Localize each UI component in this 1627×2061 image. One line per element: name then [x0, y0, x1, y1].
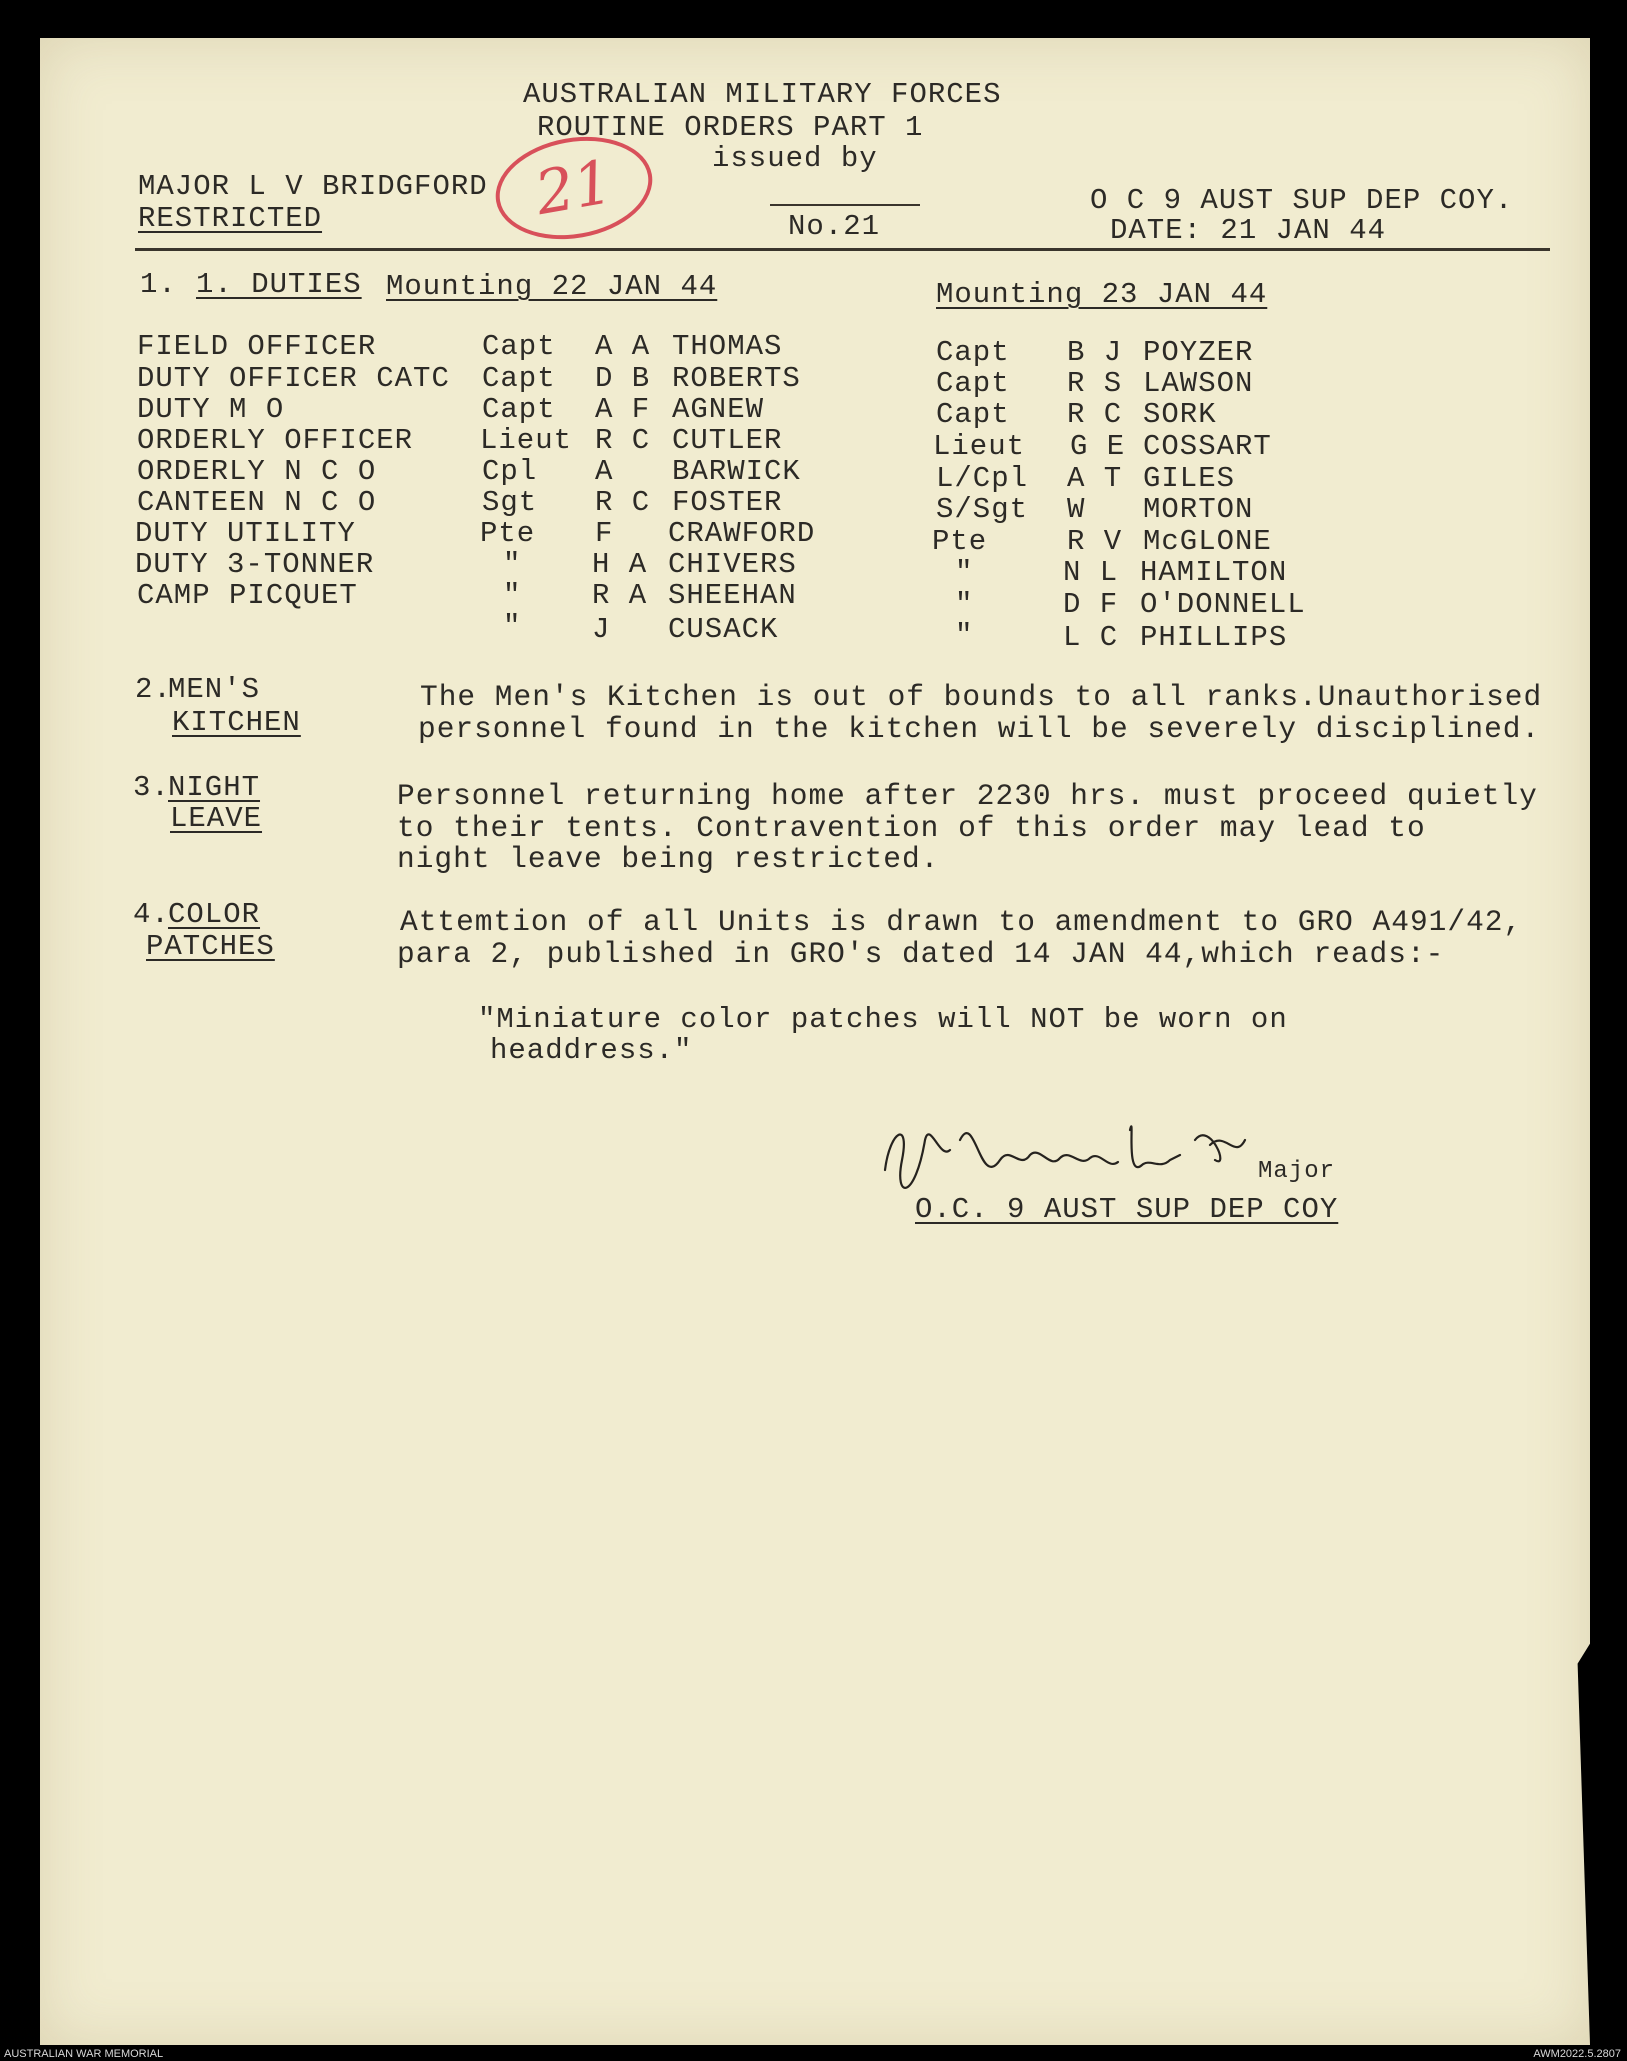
duty-name-1: CRAWFORD: [668, 517, 816, 550]
duty-rank-1: Cpl: [482, 455, 538, 488]
duty-initials-2: A T: [1067, 462, 1123, 495]
signature-title: O.C. 9 AUST SUP DEP COY: [915, 1193, 1339, 1226]
mounting-22-heading: Mounting 22 JAN 44: [386, 270, 718, 303]
duty-name-2: O'DONNELL: [1140, 588, 1306, 621]
duty-rank-2: S/Sgt: [936, 493, 1029, 526]
duty-initials-2: L C: [1063, 621, 1119, 654]
footer-left: AUSTRALIAN WAR MEMORIAL: [4, 2048, 164, 2060]
duty-initials-1: F: [595, 517, 614, 550]
signature-rank: Major: [1258, 1158, 1336, 1185]
duty-name-2: LAWSON: [1143, 367, 1254, 400]
duty-initials-1: R C: [595, 486, 651, 519]
duty-initials-1: R C: [595, 424, 651, 457]
unit-label: O C 9 AUST SUP DEP COY.: [1090, 184, 1514, 217]
duty-rank-1: Capt: [482, 330, 556, 363]
duty-initials-1: A A: [595, 330, 651, 363]
duty-rank-2: L/Cpl: [936, 462, 1029, 495]
duty-initials-2: B J: [1067, 336, 1123, 369]
duty-name-1: BARWICK: [672, 455, 801, 488]
duty-initials-2: R C: [1067, 398, 1123, 431]
item-4-quote-1: "Miniature color patches will NOT be worn on: [478, 1003, 1288, 1036]
duties-heading: 1. DUTIES: [196, 268, 362, 301]
item-3-line-3: night leave being restricted.: [397, 842, 940, 876]
item-4-title-b: PATCHES: [146, 930, 275, 963]
item-4-line-2: para 2, published in GRO's dated 14 JAN 44,which reads:-: [397, 937, 1445, 971]
duty-rank-2: ": [955, 588, 974, 621]
header-line-1: AUSTRALIAN MILITARY FORCES: [523, 78, 1002, 111]
duty-rank-1: Capt: [482, 362, 556, 395]
item-2-num: 2.: [135, 673, 172, 706]
duty-name-2: McGLONE: [1143, 525, 1272, 558]
duty-name-1: AGNEW: [672, 393, 765, 426]
duty-rank-2: Capt: [936, 398, 1010, 431]
duty-name-2: COSSART: [1143, 430, 1272, 463]
item-2-title-b: KITCHEN: [172, 706, 301, 739]
classification-label: RESTRICTED: [138, 202, 323, 235]
item-4-quote-2: headdress.": [490, 1034, 693, 1067]
item-4-title-a: COLOR: [168, 898, 261, 931]
item-3-line-2: to their tents. Contravention of this order may lead to: [397, 811, 1426, 845]
item-3-title-a: NIGHT: [168, 771, 261, 804]
duty-name-1: CUSACK: [668, 613, 779, 646]
duty-role: DUTY 3-TONNER: [135, 548, 375, 581]
mounting-23-heading: Mounting 23 JAN 44: [936, 278, 1268, 311]
item-3-line-1: Personnel returning home after 2230 hrs. must proceed quietly: [397, 779, 1538, 813]
duty-name-1: SHEEHAN: [668, 579, 797, 612]
duty-rank-1: Sgt: [482, 486, 538, 519]
duty-initials-1: R A: [592, 579, 648, 612]
header-line-2: ROUTINE ORDERS PART 1: [537, 111, 924, 144]
duties-heading-num: 1.: [140, 268, 177, 301]
item-2-line-2: personnel found in the kitchen will be severely disciplined.: [418, 712, 1541, 746]
duty-role: CAMP PICQUET: [137, 579, 358, 612]
duty-rank-1: Pte: [480, 517, 536, 550]
duty-name-1: CHIVERS: [668, 548, 797, 581]
duty-rank-1: ": [503, 548, 522, 581]
header-line-3: issued by: [712, 142, 878, 175]
duty-name-1: THOMAS: [672, 330, 783, 363]
duty-role: ORDERLY N C O: [137, 455, 377, 488]
duty-rank-2: Capt: [936, 367, 1010, 400]
item-2-title-a: MEN'S: [168, 673, 261, 706]
duty-name-2: PHILLIPS: [1140, 621, 1288, 654]
order-number: No.21: [788, 210, 881, 243]
duty-name-2: SORK: [1143, 398, 1217, 431]
duty-name-2: POYZER: [1143, 336, 1254, 369]
number-overline: [770, 204, 920, 206]
item-3-num: 3.: [133, 771, 170, 804]
header-divider: [135, 248, 1550, 251]
duty-initials-1: J: [592, 613, 611, 646]
duty-role: ORDERLY OFFICER: [137, 424, 414, 457]
register-stamp: 21: [488, 125, 661, 251]
duty-role: DUTY M O: [137, 393, 285, 426]
duty-name-1: ROBERTS: [672, 362, 801, 395]
duty-rank-2: Pte: [932, 525, 988, 558]
duty-name-2: HAMILTON: [1140, 556, 1288, 589]
duty-rank-1: ": [503, 610, 522, 643]
order-date: DATE: 21 JAN 44: [1110, 214, 1387, 247]
duty-rank-2: Capt: [936, 336, 1010, 369]
duty-initials-1: D B: [595, 362, 651, 395]
duty-initials-1: A F: [595, 393, 651, 426]
duty-role: FIELD OFFICER: [137, 330, 377, 363]
item-2-line-1: The Men's Kitchen is out of bounds to all ranks.Unauthorised: [420, 680, 1543, 714]
duty-initials-2: N L: [1063, 556, 1119, 589]
issuer-name: MAJOR L V BRIDGFORD: [138, 170, 488, 203]
duty-name-2: MORTON: [1143, 493, 1254, 526]
duty-rank-2: Lieut: [933, 430, 1026, 463]
duty-initials-1: A: [595, 455, 614, 488]
duty-initials-2: W: [1067, 493, 1086, 526]
duty-name-1: FOSTER: [672, 486, 783, 519]
duty-initials-2: G E: [1070, 430, 1126, 463]
duty-name-1: CUTLER: [672, 424, 783, 457]
footer-right: AWM2022.5.2807: [1533, 2048, 1621, 2060]
item-4-num: 4.: [133, 898, 170, 931]
duty-name-2: GILES: [1143, 462, 1236, 495]
duty-role: DUTY UTILITY: [135, 517, 356, 550]
duty-rank-2: ": [955, 556, 974, 589]
duty-initials-2: R V: [1067, 525, 1123, 558]
duty-rank-1: ": [503, 579, 522, 612]
duty-rank-2: ": [955, 619, 974, 652]
duty-role: CANTEEN N C O: [137, 486, 377, 519]
item-3-title-b: LEAVE: [170, 802, 263, 835]
duty-initials-2: R S: [1067, 367, 1123, 400]
duty-initials-2: D F: [1063, 588, 1119, 621]
item-4-line-1: Attemtion of all Units is drawn to amendment to GRO A491/42,: [400, 905, 1523, 939]
duty-role: DUTY OFFICER CATC: [137, 362, 450, 395]
duty-initials-1: H A: [592, 548, 648, 581]
duty-rank-1: Capt: [482, 393, 556, 426]
duty-rank-1: Lieut: [480, 424, 573, 457]
